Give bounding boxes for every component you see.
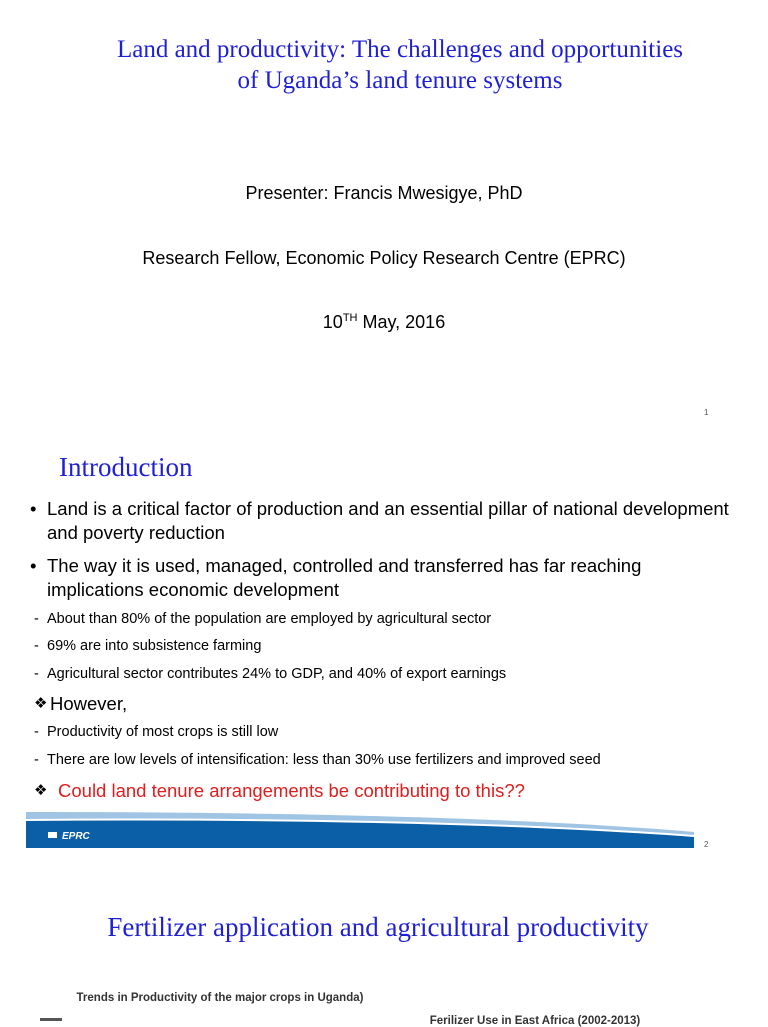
diamond-bullet-icon: ❖ <box>34 782 48 799</box>
slide2-title: Introduction <box>59 452 193 482</box>
slide3-title: Fertilizer application and agricultural productivity <box>107 912 649 942</box>
role-line: Research Fellow, Economic Policy Research Centre (EPRC) <box>142 248 626 268</box>
sub-bullet-item <box>34 664 754 684</box>
however-item <box>34 692 754 716</box>
sub-bullet-item <box>34 750 754 770</box>
fertilizer-chart-caption: Ferilizer Use in East Africa (2002-2013) <box>429 1015 641 1027</box>
presenter-line: Presenter: Francis Mwesigye, PhD <box>245 183 523 203</box>
question-item <box>34 779 754 803</box>
eprc-logo-icon <box>48 832 57 838</box>
date-rest: May, 2016 <box>357 312 446 332</box>
dash-icon: - <box>34 638 39 654</box>
sub-bullet-item <box>34 636 754 656</box>
dash-icon: - <box>34 611 39 627</box>
dash-icon: - <box>34 724 39 740</box>
bullet-icon: • <box>30 555 37 576</box>
however-text: However, <box>50 693 128 714</box>
date-day: 10 <box>322 312 343 332</box>
slide1-title <box>20 34 768 96</box>
slide2-page-number: 2 <box>704 840 709 849</box>
sub-bullet-item <box>34 609 754 629</box>
slide1-title-line2: of Uganda’s land tenure systems <box>237 67 563 94</box>
banner-dark-band <box>26 820 694 848</box>
dash-icon: - <box>34 666 39 682</box>
eprc-banner <box>26 806 694 848</box>
date-ordinal: TH <box>342 312 358 324</box>
bullet-item <box>30 554 740 602</box>
sub-bullet-text: Agricultural sector contributes 24% to GDP, and 40% of export earnings <box>47 666 507 682</box>
sub-bullet-text: Productivity of most crops is still low <box>47 724 279 740</box>
productivity-chart-caption: Trends in Productivity of the major crops in Uganda) <box>76 992 364 1004</box>
sub-bullet-text: 69% are into subsistence farming <box>47 638 262 654</box>
bullet-icon: • <box>30 498 37 519</box>
slide1-title-line1: Land and productivity: The challenges and opportunities <box>116 36 684 63</box>
bullet-text: The way it is used, managed, controlled and transferred has far reaching implications economic development <box>47 555 642 600</box>
slide1-page-number: 1 <box>704 408 709 417</box>
bullet-text: Land is a critical factor of production and an essential pillar of national development and poverty reduction <box>47 498 729 543</box>
question-text: Could land tenure arrangements be contributing to this?? <box>58 780 525 801</box>
dash-icon: - <box>34 752 39 768</box>
sub-bullet-text: About than 80% of the population are employed by agricultural sector <box>47 611 492 627</box>
eprc-logo-text: EPRC <box>62 831 90 842</box>
sub-bullet-text: There are low levels of intensification: less than 30% use fertilizers and improved seed <box>47 752 601 768</box>
sub-bullet-item <box>34 722 754 742</box>
bullet-item <box>30 497 740 545</box>
date-line <box>0 312 768 333</box>
diamond-bullet-icon: ❖ <box>34 695 48 712</box>
chart-fragment <box>40 1018 62 1021</box>
